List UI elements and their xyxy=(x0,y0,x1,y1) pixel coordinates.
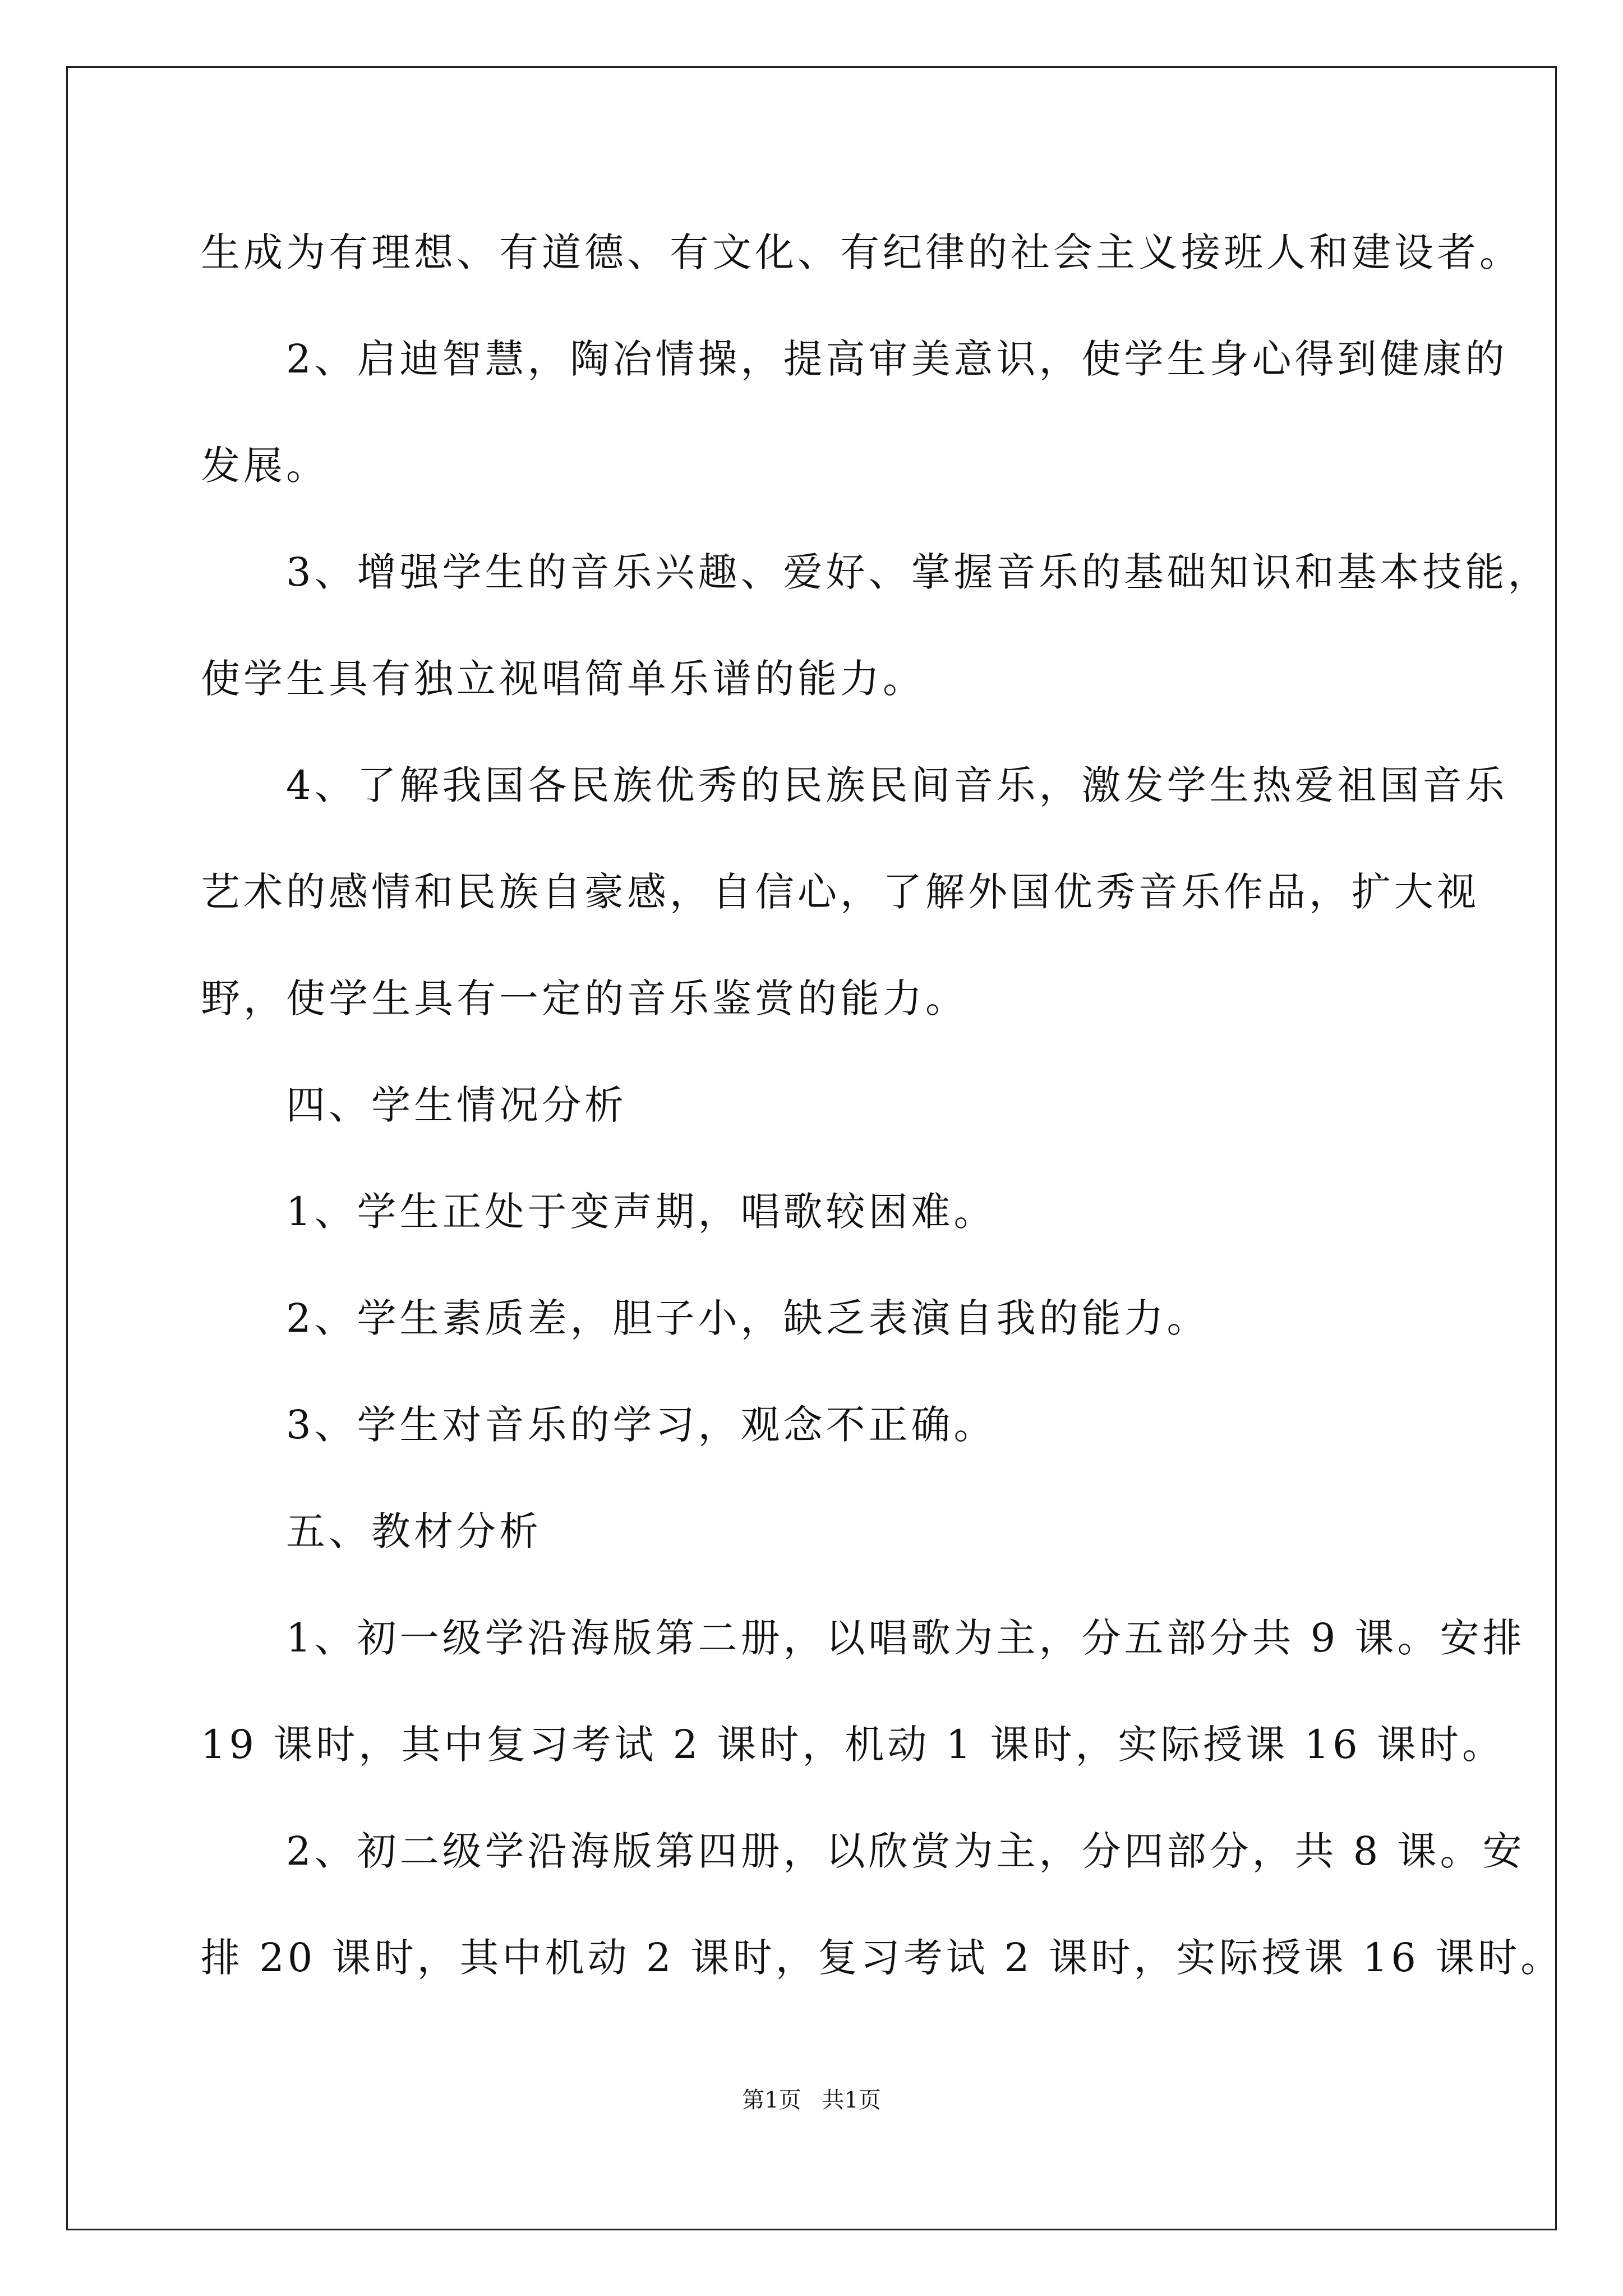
text-line: 2、启迪智慧，陶冶情操，提高审美意识，使学生身心得到健康的 xyxy=(201,336,1508,382)
text-line: 发展。 xyxy=(201,443,329,489)
text-line: 艺术的感情和民族自豪感，自信心，了解外国优秀音乐作品，扩大视 xyxy=(201,869,1479,915)
text-line: 3、增强学生的音乐兴趣、爱好、掌握音乐的基础知识和基本技能， xyxy=(201,549,1551,595)
section-heading: 五、教材分析 xyxy=(201,1508,542,1554)
text-line: 1、学生正处于变声期，唱歌较困难。 xyxy=(201,1189,997,1235)
text-line: 生成为有理想、有道德、有文化、有纪律的社会主义接班人和建设者。 xyxy=(201,229,1522,275)
text-line: 使学生具有独立视唱简单乐谱的能力。 xyxy=(201,656,925,702)
text-line: 2、初二级学沿海版第四册，以欣赏为主，分四部分，共 8 课。安 xyxy=(201,1828,1525,1874)
section-heading: 四、学生情况分析 xyxy=(201,1082,627,1128)
page-number-current: 第1页 xyxy=(742,2087,801,2113)
text-line: 排 20 课时，其中机动 2 课时，复习考试 2 课时，实际授课 16 课时。 xyxy=(201,1935,1564,1981)
text-line: 19 课时，其中复习考试 2 课时，机动 1 课时，实际授课 16 课时。 xyxy=(201,1722,1505,1768)
text-line: 野，使学生具有一定的音乐鉴赏的能力。 xyxy=(201,976,968,1022)
page-footer xyxy=(0,2088,1623,2113)
page-number-total: 共1页 xyxy=(822,2087,881,2113)
text-line: 3、学生对音乐的学习，观念不正确。 xyxy=(201,1402,997,1448)
text-line: 2、学生素质差，胆子小，缺乏表演自我的能力。 xyxy=(201,1295,1210,1341)
text-line: 1、初一级学沿海版第二册，以唱歌为主，分五部分共 9 课。安排 xyxy=(201,1615,1525,1661)
text-line: 4、了解我国各民族优秀的民族民间音乐，激发学生热爱祖国音乐 xyxy=(201,762,1508,808)
page-border xyxy=(66,66,1564,2230)
